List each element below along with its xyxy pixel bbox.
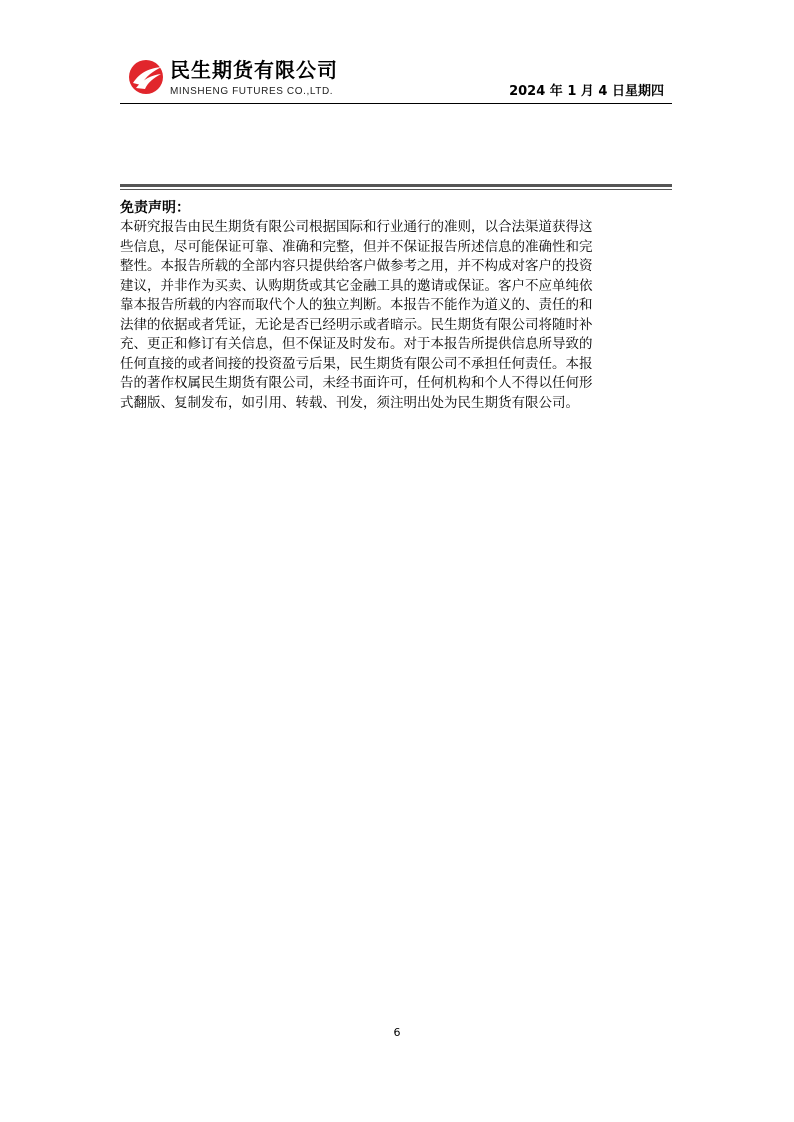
disclaimer-line: 充、更正和修订有关信息，但不保证及时发布。对于本报告所提供信息所导致的: [120, 336, 593, 352]
disclaimer-line: 法律的依据或者凭证，无论是否已经明示或者暗示。民生期货有限公司将随时补: [120, 316, 593, 333]
disclaimer-line: 整性。本报告所载的全部内容只提供给客户做参考之用，并不构成对客户的投资: [120, 258, 593, 274]
section-divider-thin: [120, 189, 672, 190]
disclaimer-line: 些信息，尽可能保证可靠、准确和完整，但并不保证报告所述信息的准确性和完: [120, 238, 593, 255]
disclaimer-line: 告的著作权属民生期货有限公司，未经书面许可，任何机构和个人不得以任何形: [120, 375, 593, 391]
logo-company-name-en: MINSHENG FUTURES CO.,LTD.: [170, 86, 334, 97]
disclaimer-line: 任何直接的或者间接的投资盈亏后果，民生期货有限公司不承担任何责任。本报: [120, 355, 593, 372]
disclaimer-heading: 免责声明：: [120, 200, 190, 216]
logo-company-name-cn: 民生期货有限公司: [170, 58, 338, 82]
page-number: 6: [393, 1026, 401, 1039]
header-divider: [120, 103, 672, 104]
section-divider-thick: [120, 184, 672, 187]
disclaimer-body: [120, 218, 680, 413]
company-logo: [126, 56, 366, 100]
disclaimer-line: 式翻版、复制发布，如引用、转载、刊发，须注明出处为民生期货有限公司。: [120, 394, 579, 411]
disclaimer-line: 靠本报告所载的内容而取代个人的独立判断。本报告不能作为道义的、责任的和: [120, 297, 593, 313]
disclaimer-line: 建议，并非作为买卖、认购期货或其它金融工具的邀请或保证。客户不应单纯依: [120, 277, 593, 294]
disclaimer-section: [120, 198, 680, 413]
page-header: [120, 52, 672, 104]
disclaimer-line: 本研究报告由民生期货有限公司根据国际和行业通行的准则，以合法渠道获得这: [120, 219, 593, 235]
minsheng-swoosh-logo-icon: [126, 58, 166, 96]
report-date: 2024 年 1 月 4 日星期四: [509, 84, 664, 99]
